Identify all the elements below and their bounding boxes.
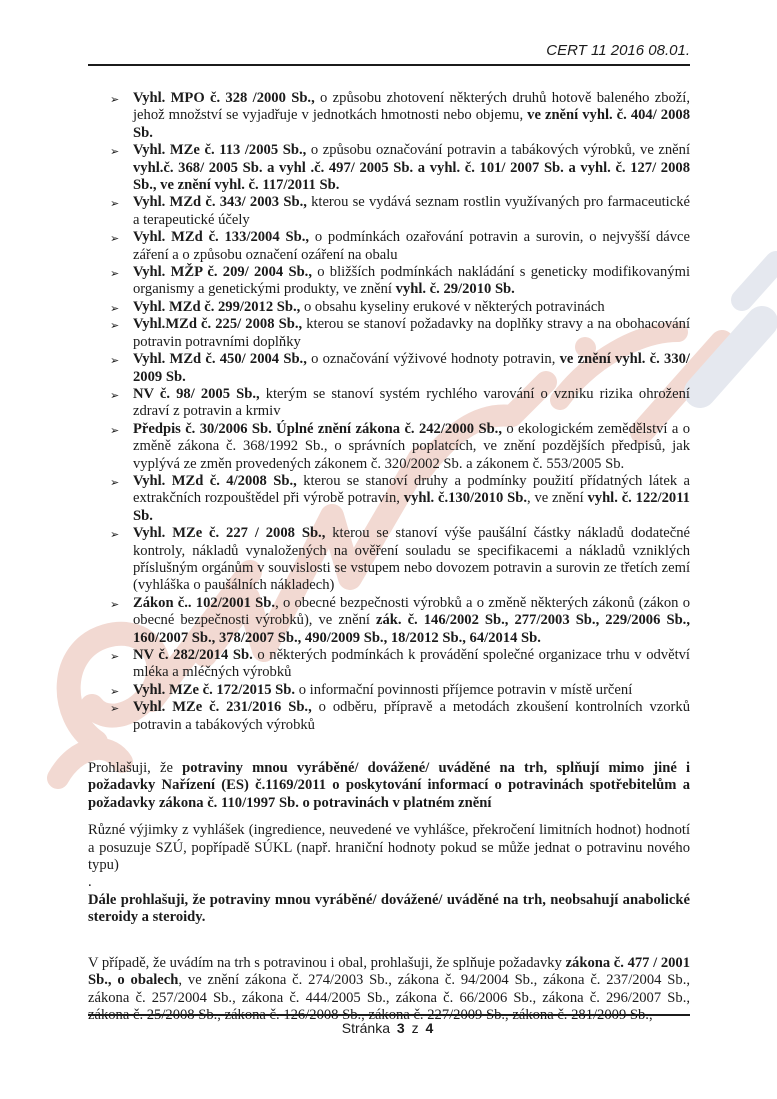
list-bullet-icon: ➢ [110, 597, 120, 611]
text-segment-bold: Vyhl. MZe č. 231/2016 Sb., [133, 699, 312, 716]
text-segment-bold: ve znění vyhl. č. 330/ 2009 Sb. [133, 351, 690, 385]
list-bullet-icon: ➢ [110, 267, 120, 281]
document-body [88, 90, 690, 1024]
footer-of-text: z [411, 1020, 419, 1036]
regulation-text [133, 525, 690, 593]
regulation-list [88, 90, 690, 734]
text-segment: o způsobu zhotovení některých druhů hotově baleného zboží, jehož množství se vyjadřuje v jednotkách hmotnosti nebo objemu, [133, 90, 690, 124]
text-segment-bold: Vyhl. MZd č. 133/2004 Sb., [133, 229, 309, 246]
text-segment-bold: Vyhl. MZe č. 172/2015 Sb. [133, 681, 296, 698]
text-segment: o některých podmínkách k provádění společné organizace trhu v odvětví mléka a mléčných výrobků [133, 647, 690, 681]
text-segment-bold: NV č. 282/2014 Sb. [133, 647, 253, 663]
regulation-item [88, 699, 690, 734]
text-segment: . [88, 874, 92, 891]
list-bullet-icon: ➢ [110, 93, 120, 106]
regulation-text [133, 194, 690, 227]
regulation-text [133, 386, 690, 419]
text-segment: kterou se stanoví druhy a podmínky použití přídatných látek a extrakčních rozpouštědel při výrobě potravin, [133, 472, 691, 507]
regulation-text [133, 90, 690, 141]
text-segment: o bližších podmínkách nakládání s geneticky modifikovanými organismy a genetickými produkty, ve znění [133, 264, 690, 298]
regulation-item [88, 682, 690, 699]
regulation-item [88, 264, 690, 299]
regulation-text [133, 351, 690, 384]
regulation-text [133, 595, 690, 646]
regulation-text [133, 647, 690, 680]
list-bullet-icon: ➢ [110, 197, 120, 211]
text-segment: kterou se stanoví požadavky na doplňky stravy a na obohacování potravin potravními doplňky [133, 316, 690, 350]
regulation-item [88, 299, 690, 316]
regulation-item [88, 647, 690, 682]
page-footer [88, 1014, 690, 1036]
text-segment-bold: Dále prohlašuji, že potraviny mnou vyráběné/ dovážené/ uváděné na trh, neobsahují anabolické steroidy a steroidy. [88, 891, 690, 926]
text-segment-bold: Vyhl. MZe č. 113 /2005 Sb., [133, 142, 307, 159]
text-segment-bold: potraviny mnou vyráběné/ dovážené/ uváděné na trh, splňují mimo jiné i požadavky Nařízení (ES) č.1169/2011 o poskytování informací o potravinách spotřebitelům a požadavky zákona č. 110/1997 Sb. o potravinách v platném znění [88, 760, 691, 811]
text-segment-bold: zákona č. 477 / 2001 Sb., o obalech [88, 954, 691, 989]
regulation-item [88, 595, 690, 647]
text-segment: , o obecné bezpečnosti výrobků a o změně některých zákonů (zákon o obecné bezpečnosti výrobků), ve znění [133, 594, 690, 629]
text-segment-bold: Vyhl. MŽP č. 209/ 2004 Sb., [133, 264, 312, 281]
text-segment-bold: vyhl. č. 122/2011 Sb. [133, 490, 690, 524]
regulation-item [88, 194, 690, 229]
regulation-item [88, 351, 690, 386]
regulation-item [88, 229, 690, 264]
regulation-text [133, 682, 632, 698]
text-segment: Různé výjimky z vyhlášek (ingredience, neuvedené ve vyhlášce, překročení limitních hodnot) hodnotí a posuzuje SZÚ, popřípadě SÚKL (např. hraniční hodnoty pokud se může jednat o potravinu nového typu) [88, 822, 690, 874]
list-bullet-icon: ➢ [110, 650, 120, 663]
text-segment-bold: zák. č. 146/2002 Sb., 277/2003 Sb., 229/2006 Sb., 160/2007 Sb., 378/2007 Sb., 490/2009 Sb., 18/2012 Sb., 64/2014 Sb. [133, 612, 690, 646]
declaration-paragraph [88, 892, 690, 927]
regulation-text [133, 299, 605, 315]
list-bullet-icon: ➢ [110, 702, 120, 716]
text-segment-bold: Vyhl. MZd č. 299/2012 Sb., [133, 298, 301, 315]
regulation-text [133, 421, 690, 472]
list-bullet-icon: ➢ [110, 301, 120, 315]
text-segment: , ve znění [526, 490, 588, 507]
text-segment: V případě, že uvádím na trh s potravinou i obal, prohlašuji, že splňuje požadavky [88, 954, 566, 971]
list-bullet-icon: ➢ [110, 528, 120, 542]
document-code: CERT 11 2016 08.01. [546, 42, 690, 59]
text-segment: o označování výživové hodnoty potravin, [306, 351, 560, 368]
text-segment: , ve znění zákona č. 274/2003 Sb., zákona č. 94/2004 Sb., zákona č. 237/2004 Sb., zákona č. 257/2004 Sb., zákona č. 444/2005 Sb., zákona č. 66/2006 Sb., zákona č. 296/2007 Sb., zákona č. 25/2008 Sb., zákona č. 126/2008 Sb., zákona č. 227/2009 Sb., zákona č. 281/2009 Sb., [88, 972, 690, 1023]
text-segment-bold: ve znění vyhl. č. 404/ 2008 Sb. [133, 107, 690, 141]
regulation-text [133, 142, 690, 193]
text-segment-bold: vyhl. č. 29/2010 Sb. [395, 281, 515, 298]
list-bullet-icon: ➢ [110, 232, 120, 246]
regulation-text [133, 264, 690, 297]
declaration-paragraph [88, 760, 690, 812]
text-segment: o ekologickém zemědělství a o změně zákona č. 368/1992 Sb., o správních poplatcích, ve znění pozdějších předpisů, jak vyplývá ze změn provedených zákonem č. 320/2002 Sb. a zákonem č. 553/2005 Sb. [133, 420, 691, 472]
footer-page-label [342, 1020, 437, 1036]
regulation-item [88, 525, 690, 595]
list-bullet-icon: ➢ [110, 354, 120, 368]
page-header [88, 42, 690, 66]
declaration-paragraph [88, 822, 690, 874]
list-bullet-icon: ➢ [110, 388, 120, 402]
list-bullet-icon: ➢ [110, 475, 120, 489]
text-segment-bold: Vyhl. MZd č. 450/ 2004 Sb., [133, 351, 307, 368]
text-segment: kterou se stanoví výše paušální částky nákladů dodatečné kontroly, nákladů vynaložených na ověření souladu se specifikacemi a nákladů vzniklých příslušným orgánům v souvislosti se vstupem nebo dovozem potravin a surovin ze třetích zemí (vyhláška o paušálních nákladech) [133, 525, 690, 594]
list-bullet-icon: ➢ [110, 319, 120, 333]
text-segment: kterou se vydává seznam rostlin využívaných pro farmaceutické a terapeutické účely [133, 194, 690, 228]
footer-page-number: 3 [396, 1020, 405, 1036]
list-bullet-icon: ➢ [110, 423, 120, 437]
text-segment-bold: vyhl.č. 368/ 2005 Sb. a vyhl .č. 497/ 2005 Sb. a vyhl. č. 101/ 2007 Sb. a vyhl. č. 127/ 2008 Sb., ve znění vyhl. č. 117/2011 Sb. [133, 159, 690, 194]
regulation-item [88, 386, 690, 421]
regulation-item [88, 316, 690, 351]
declaration-paragraphs [88, 760, 690, 1024]
regulation-text [133, 229, 690, 262]
text-segment-bold: NV č. 98/ 2005 Sb., [133, 385, 260, 402]
footer-label-text: Stránka [341, 1020, 390, 1036]
text-segment: Prohlašuji, že [88, 760, 183, 777]
text-segment: kterým se stanoví systém rychlého varování o vzniku rizika ohrožení zdraví z potravin a krmiv [133, 385, 690, 420]
declaration-paragraph [88, 874, 690, 891]
regulation-item [88, 142, 690, 194]
footer-total-pages: 4 [425, 1020, 434, 1036]
regulation-item [88, 90, 690, 142]
regulation-item [88, 421, 690, 473]
regulation-text [133, 699, 690, 732]
regulation-text [133, 316, 690, 349]
text-segment-bold: Předpis č. 30/2006 Sb. Úplné znění zákona č. 242/2000 Sb., [133, 420, 502, 437]
text-segment-bold: Vyhl. MZd č. 343/ 2003 Sb., [133, 194, 307, 211]
text-segment: o informační povinnosti příjemce potravin v místě určení [295, 681, 633, 698]
text-segment-bold: Vyhl.MZd č. 225/ 2008 Sb., [133, 316, 303, 333]
text-segment-bold: Vyhl. MPO č. 328 /2000 Sb., [133, 90, 315, 106]
text-segment-bold: Zákon č.. 102/2001 Sb. [133, 594, 276, 611]
list-bullet-icon: ➢ [110, 684, 120, 698]
list-bullet-icon: ➢ [110, 145, 120, 159]
text-segment: o odběru, přípravě a metodách zkoušení kontrolních vzorků potravin a tabákových výrobků [133, 699, 690, 733]
regulation-text [133, 473, 690, 524]
text-segment: o způsobu označování potravin a tabákových výrobků, ve znění [306, 142, 690, 159]
text-segment: o podmínkách ozařování potravin a surovin, o nejvyšší dávce záření a o způsobu označení ozáření na obalu [133, 229, 691, 263]
text-segment-bold: Vyhl. MZd č. 4/2008 Sb., [133, 472, 297, 489]
text-segment-bold: vyhl. č.130/2010 Sb. [403, 490, 527, 507]
text-segment-bold: Vyhl. MZe č. 227 / 2008 Sb., [133, 525, 326, 542]
text-segment: o obsahu kyseliny erukové v některých potravinách [300, 298, 605, 315]
regulation-item [88, 473, 690, 525]
